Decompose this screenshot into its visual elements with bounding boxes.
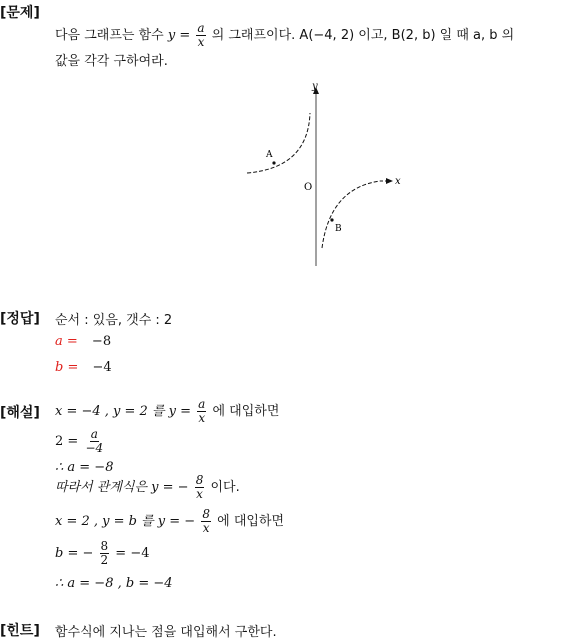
solution-line-2 [55,428,106,455]
solution-line-7: ∴ a = −8 , b = −4 [55,576,173,591]
answer-b-value: −4 [92,360,112,375]
x-axis-arrow [386,178,393,184]
problem-text-prefix: 다음 그래프는 함수 [55,28,164,44]
problem-fn-fraction [196,22,205,49]
fraction-numerator: 8 [100,539,109,553]
problem-fn-lhs: y = [167,28,191,44]
point-a-label: A [266,150,273,160]
problem-line-2: 값을 각각 구하여라. [55,54,168,69]
fraction-numerator: 8 [202,507,210,521]
solution-l4-suffix: 이다. [210,480,240,496]
solution-l5-suffix: 에 대입하면 [217,514,285,530]
fraction-denominator: x [197,35,205,50]
solution-line-4 [55,474,240,501]
answer-a-row [55,334,111,349]
solution-l5-fraction [201,508,211,535]
solution-line-5 [55,508,284,535]
answer-b-row [55,360,112,375]
solution-l2-lhs: 2 = [55,434,79,450]
point-b-dot [330,218,333,221]
solution-l6-fraction [100,540,110,567]
solution-l1-prefix: x = −4 , y = 2 를 y = [55,404,192,420]
fraction-denominator: x [196,487,203,502]
point-b-label: B [335,224,342,234]
problem-text-suffix: 의 그래프이다. A(−4, 2) 이고, B(2, b) 일 때 a, b 의 [211,28,515,44]
fraction-denominator: x [198,411,206,426]
solution-line-1 [55,398,279,425]
fraction-numerator: a [197,21,205,35]
fraction-numerator: 8 [195,473,204,487]
solution-l1-suffix: 에 대입하면 [212,404,280,420]
problem-label: [문제] [0,5,40,21]
answer-a-label: a = [55,334,78,349]
solution-line-6 [55,540,150,567]
answer-a-value: −8 [91,334,112,349]
problem-line-1 [55,22,514,49]
solution-l4-prefix: 따라서 관계식은 y = − [55,480,189,496]
curve-fourth-quadrant [322,181,380,248]
solution-l6-lhs: b = − [55,546,94,562]
solution-l5-prefix: x = 2 , y = b 를 y = − [55,514,196,530]
answer-label: [정답] [0,311,40,327]
hint-text: 함수식에 지나는 점을 대입해서 구한다. [55,625,277,640]
solution-line-3: ∴ a = −8 [55,460,114,475]
solution-l6-rhs: = −4 [115,546,150,562]
point-a-dot [272,161,275,164]
curve-second-quadrant [247,113,310,173]
fraction-numerator: a [198,397,206,411]
fraction-numerator: a [90,427,98,441]
solution-l2-fraction [84,428,104,455]
solution-label: [해설] [0,405,40,421]
answer-b-label: b = [55,360,79,375]
hyperbola-graph [240,78,420,268]
hint-label: [힌트] [0,623,40,639]
origin-label: O [304,182,313,193]
answer-meta: 순서 : 있음, 갯수 : 2 [55,313,173,328]
solution-l1-fraction [197,398,206,425]
x-axis-label: x [395,176,401,187]
fraction-denominator: 2 [100,553,109,568]
solution-l4-fraction [195,474,205,501]
fraction-denominator: x [202,521,210,536]
fraction-denominator: −4 [85,441,104,456]
y-axis-label: y [312,81,318,92]
